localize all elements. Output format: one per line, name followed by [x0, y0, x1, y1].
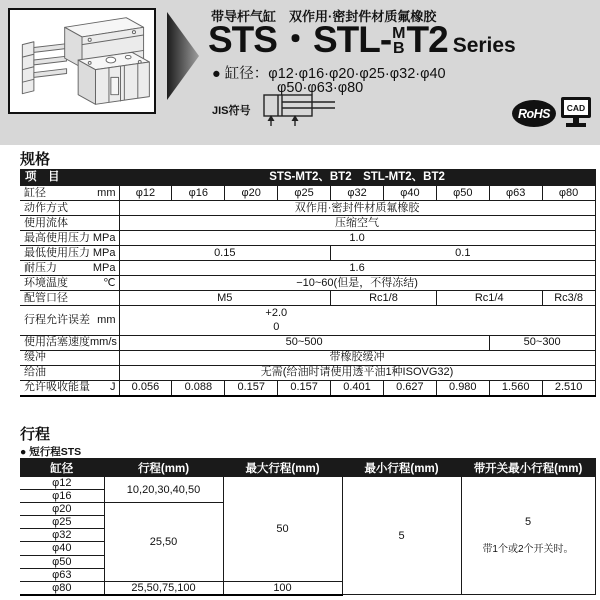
- tolerance-lower: 0: [273, 321, 280, 334]
- row-unit: mm/s: [90, 336, 117, 349]
- spec-header-series: STS-MT2、BT2 STL-MT2、BT2: [119, 170, 595, 186]
- energy-cell: 0.980: [436, 380, 489, 396]
- spec-header-row: [20, 170, 595, 186]
- row-label: 配管口径: [24, 291, 68, 304]
- spec-value-cell: [119, 306, 595, 336]
- row-unit: J: [110, 381, 116, 394]
- row-label: 耐压力: [24, 261, 57, 274]
- stroke-bore-cell: φ40: [20, 542, 104, 555]
- bore-cell: φ32: [331, 186, 384, 201]
- max-stroke-cell: 50: [223, 477, 342, 582]
- spec-row-cushion: [20, 350, 595, 365]
- spec-row-min-pressure: [20, 246, 595, 261]
- spec-row-stroke-tolerance: [20, 306, 595, 336]
- spec-label-cell: [20, 231, 119, 246]
- stroke-header-row: [20, 459, 595, 477]
- stroke-header-cell: 最大行程(mm): [223, 459, 342, 477]
- bore-cell: φ80: [542, 186, 595, 201]
- bore-cell: φ12: [119, 186, 172, 201]
- spec-row-proof-pressure: [20, 261, 595, 276]
- stroke-header-cell: 行程(mm): [104, 459, 223, 477]
- spec-value-cell: 50~500: [119, 335, 489, 350]
- spec-row-bore: [20, 186, 595, 201]
- row-unit: MPa: [92, 231, 116, 244]
- spec-value-cell: Rc3/8: [542, 291, 595, 306]
- title-series: Series: [452, 34, 516, 58]
- spec-label-cell: [20, 276, 119, 291]
- spec-header-item: 项 目: [20, 170, 119, 186]
- cylinder-line-art: [10, 10, 154, 112]
- spec-value-cell: 无需(给油时请使用透平油1种ISOVG32): [119, 365, 595, 380]
- switch-min-stroke-cell: [461, 477, 595, 595]
- product-image: [8, 8, 156, 114]
- spec-value-cell: 压缩空气: [119, 216, 595, 231]
- product-category: 带导杆气缸 双作用·密封件材质氟橡胶: [211, 9, 437, 24]
- row-unit: mm: [97, 313, 116, 326]
- spec-row-piston-speed: [20, 335, 595, 350]
- stroke-values-cell: 25,50,75,100: [104, 581, 223, 595]
- stroke-subtitle: ● 短行程STS: [20, 446, 82, 458]
- spec-label-cell: [20, 261, 119, 276]
- bore-cell: φ20: [225, 186, 278, 201]
- row-label: 最低使用压力: [24, 246, 90, 259]
- spec-value-cell: 1.6: [119, 261, 595, 276]
- title-suffix: T2: [406, 19, 448, 60]
- row-label: 环境温度: [24, 276, 68, 289]
- switch-min-stroke-value: 5: [524, 516, 532, 529]
- bore-sizes-line2: φ50·φ63·φ80: [277, 80, 364, 96]
- jis-symbol-label: JIS符号: [212, 105, 251, 117]
- stroke-bore-cell: φ25: [20, 516, 104, 529]
- stroke-bore-cell: φ16: [20, 490, 104, 503]
- min-stroke-cell: 5: [342, 477, 461, 595]
- spec-section-heading: 规格: [20, 151, 51, 168]
- spec-value-cell: Rc1/4: [436, 291, 542, 306]
- stroke-section-heading: 行程: [20, 426, 51, 443]
- spec-row-action: [20, 201, 595, 216]
- bore-cell: φ16: [172, 186, 225, 201]
- stroke-bore-cell: φ63: [20, 568, 104, 581]
- spec-label-cell: [20, 216, 119, 231]
- spec-row-energy: [20, 380, 595, 396]
- spec-label-cell: [20, 291, 119, 306]
- energy-cell: 0.627: [383, 380, 436, 396]
- spec-label-cell: [20, 380, 119, 396]
- stroke-table: [20, 458, 596, 596]
- spec-table: [20, 169, 596, 397]
- row-label: 使用流体: [24, 216, 68, 229]
- spec-label-cell: [20, 365, 119, 380]
- spec-value-cell: Rc1/8: [331, 291, 437, 306]
- spec-label-cell: [20, 306, 119, 336]
- stroke-bore-cell: φ50: [20, 555, 104, 568]
- row-label: 缓冲: [24, 351, 46, 364]
- bore-cell: φ50: [436, 186, 489, 201]
- spec-label-cell: [20, 186, 119, 201]
- row-label: 允许吸收能量: [24, 381, 90, 394]
- page-header: [0, 0, 600, 145]
- energy-cell: 2.510: [542, 380, 595, 396]
- energy-cell: 0.088: [172, 380, 225, 396]
- tolerance-upper: +2.0: [265, 307, 288, 319]
- row-unit: mm: [97, 186, 116, 199]
- spec-row-port-size: [20, 291, 595, 306]
- stroke-row: [20, 477, 595, 490]
- spec-label-cell: [20, 350, 119, 365]
- spec-value-cell: M5: [119, 291, 331, 306]
- energy-cell: 1.560: [489, 380, 542, 396]
- spec-row-max-pressure: [20, 231, 595, 246]
- spec-value-cell: 50~300: [489, 335, 595, 350]
- spec-row-lubrication: [20, 365, 595, 380]
- row-label: 最高使用压力: [24, 231, 90, 244]
- title-stack-bottom: B: [393, 39, 405, 57]
- spec-label-cell: [20, 246, 119, 261]
- arrow-decoration: [167, 12, 199, 100]
- spec-value-cell: 双作用·密封件材质氟橡胶: [119, 201, 595, 216]
- spec-value-cell: 0.1: [331, 246, 596, 261]
- switch-min-stroke-note: 带1个或2个开关时。: [482, 544, 574, 556]
- spec-label-cell: [20, 335, 119, 350]
- tolerance-stack: [120, 306, 434, 335]
- stroke-header-cell: 缸径: [20, 459, 104, 477]
- stroke-values-cell: 25,50: [104, 503, 223, 582]
- spec-row-ambient-temp: [20, 276, 595, 291]
- row-label: 动作方式: [24, 201, 68, 214]
- energy-cell: 0.157: [278, 380, 331, 396]
- title-mb-stack: [392, 26, 405, 56]
- spec-value-cell: 1.0: [119, 231, 595, 246]
- spec-value-cell: 带橡胶缓冲: [119, 350, 595, 365]
- stroke-bore-cell: φ32: [20, 529, 104, 542]
- rohs-badge: RoHS: [512, 100, 556, 127]
- stroke-bore-cell: φ80: [20, 581, 104, 595]
- product-title: [208, 19, 516, 60]
- bore-cell: φ25: [278, 186, 331, 201]
- cad-badge: [560, 96, 592, 130]
- title-stack-top: M: [392, 24, 406, 42]
- max-stroke-cell: 100: [223, 581, 342, 595]
- stroke-bore-cell: φ20: [20, 503, 104, 516]
- row-unit: MPa: [92, 246, 116, 259]
- title-prefix: STS・STL-: [208, 19, 392, 60]
- energy-cell: 0.401: [331, 380, 384, 396]
- jis-cylinder-symbol: [263, 93, 339, 129]
- spec-value-cell: 0.15: [119, 246, 331, 261]
- energy-cell: 0.157: [225, 380, 278, 396]
- energy-cell: 0.056: [119, 380, 172, 396]
- bore-sizes-line1: ● 缸径：φ12·φ16·φ20·φ25·φ32·φ40: [212, 66, 446, 82]
- row-label: 使用活塞速度: [24, 336, 90, 349]
- stroke-header-cell: 最小行程(mm): [342, 459, 461, 477]
- spec-row-fluid: [20, 216, 595, 231]
- stroke-values-cell: 10,20,30,40,50: [104, 477, 223, 503]
- row-label: 行程允许误差: [24, 313, 90, 326]
- spec-label-cell: [20, 201, 119, 216]
- row-label: 给油: [24, 366, 46, 379]
- bore-cell: φ40: [383, 186, 436, 201]
- bore-cell: φ63: [489, 186, 542, 201]
- row-unit: ℃: [103, 276, 116, 289]
- cad-badge-text: CAD: [566, 103, 586, 113]
- row-label: 缸径: [24, 186, 46, 199]
- stroke-bore-cell: φ12: [20, 477, 104, 490]
- stroke-header-cell: 带开关最小行程(mm): [461, 459, 595, 477]
- spec-value-cell: −10~60(但是，不得冻结): [119, 276, 595, 291]
- row-unit: MPa: [92, 261, 116, 274]
